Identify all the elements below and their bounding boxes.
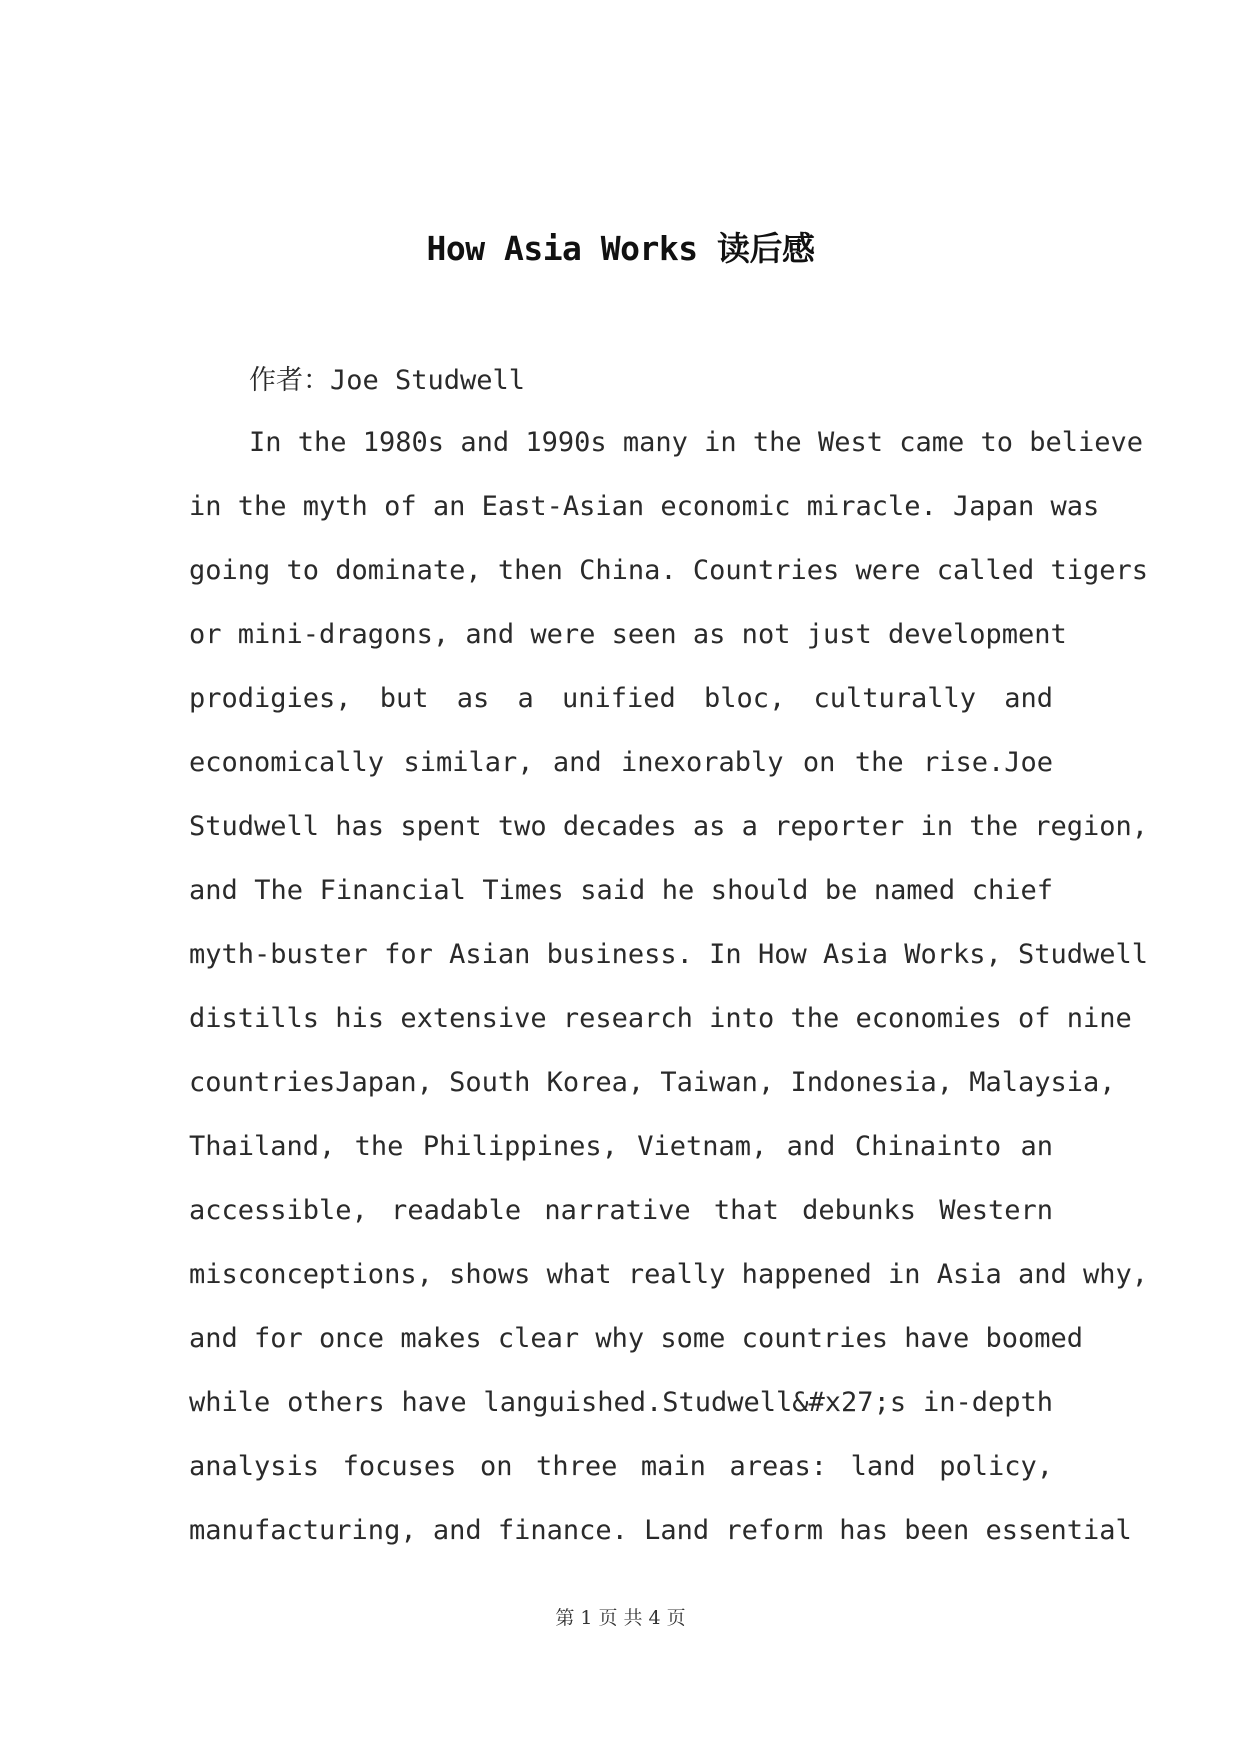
body-line: manufacturing, and finance. Land reform has been essential (189, 1515, 1132, 1546)
page-footer: 第 1 页 共 4 页 (555, 1607, 686, 1629)
body-line: while others have languished.Studwell&#x27;s in-depth (189, 1387, 1053, 1418)
body-line: Thailand, the Philippines, Vietnam, and Chinainto an (189, 1131, 1053, 1162)
body-line: prodigies, but as a unified bloc, culturally and (189, 683, 1053, 714)
body-line: myth-buster for Asian business. In How Asia Works, Studwell (189, 939, 1149, 970)
body-line: misconceptions, shows what really happened in Asia and why, (189, 1259, 1149, 1290)
document-title: How Asia Works 读后感 (426, 229, 815, 268)
body-line: and The Financial Times said he should be named chief (189, 875, 1053, 906)
body-line: analysis focuses on three main areas: land policy, (189, 1451, 1053, 1482)
body-line: in the myth of an East-Asian economic miracle. Japan was (189, 491, 1100, 522)
body-line: accessible, readable narrative that debunks Western (189, 1195, 1053, 1226)
body-line: and for once makes clear why some countries have boomed (189, 1323, 1084, 1354)
body-line: going to dominate, then China. Countries were called tigers (189, 555, 1149, 586)
body-line: economically similar, and inexorably on the rise.Joe (189, 747, 1053, 778)
body-line: distills his extensive research into the economies of nine (189, 1003, 1132, 1034)
body-line: countriesJapan, South Korea, Taiwan, Indonesia, Malaysia, (189, 1067, 1116, 1098)
author-line: 作者：Joe Studwell (249, 365, 526, 396)
body-line: Studwell has spent two decades as a reporter in the region, (189, 811, 1149, 842)
body-line: In the 1980s and 1990s many in the West came to believe (249, 427, 1144, 458)
body-line: or mini-dragons, and were seen as not just development (189, 619, 1067, 650)
